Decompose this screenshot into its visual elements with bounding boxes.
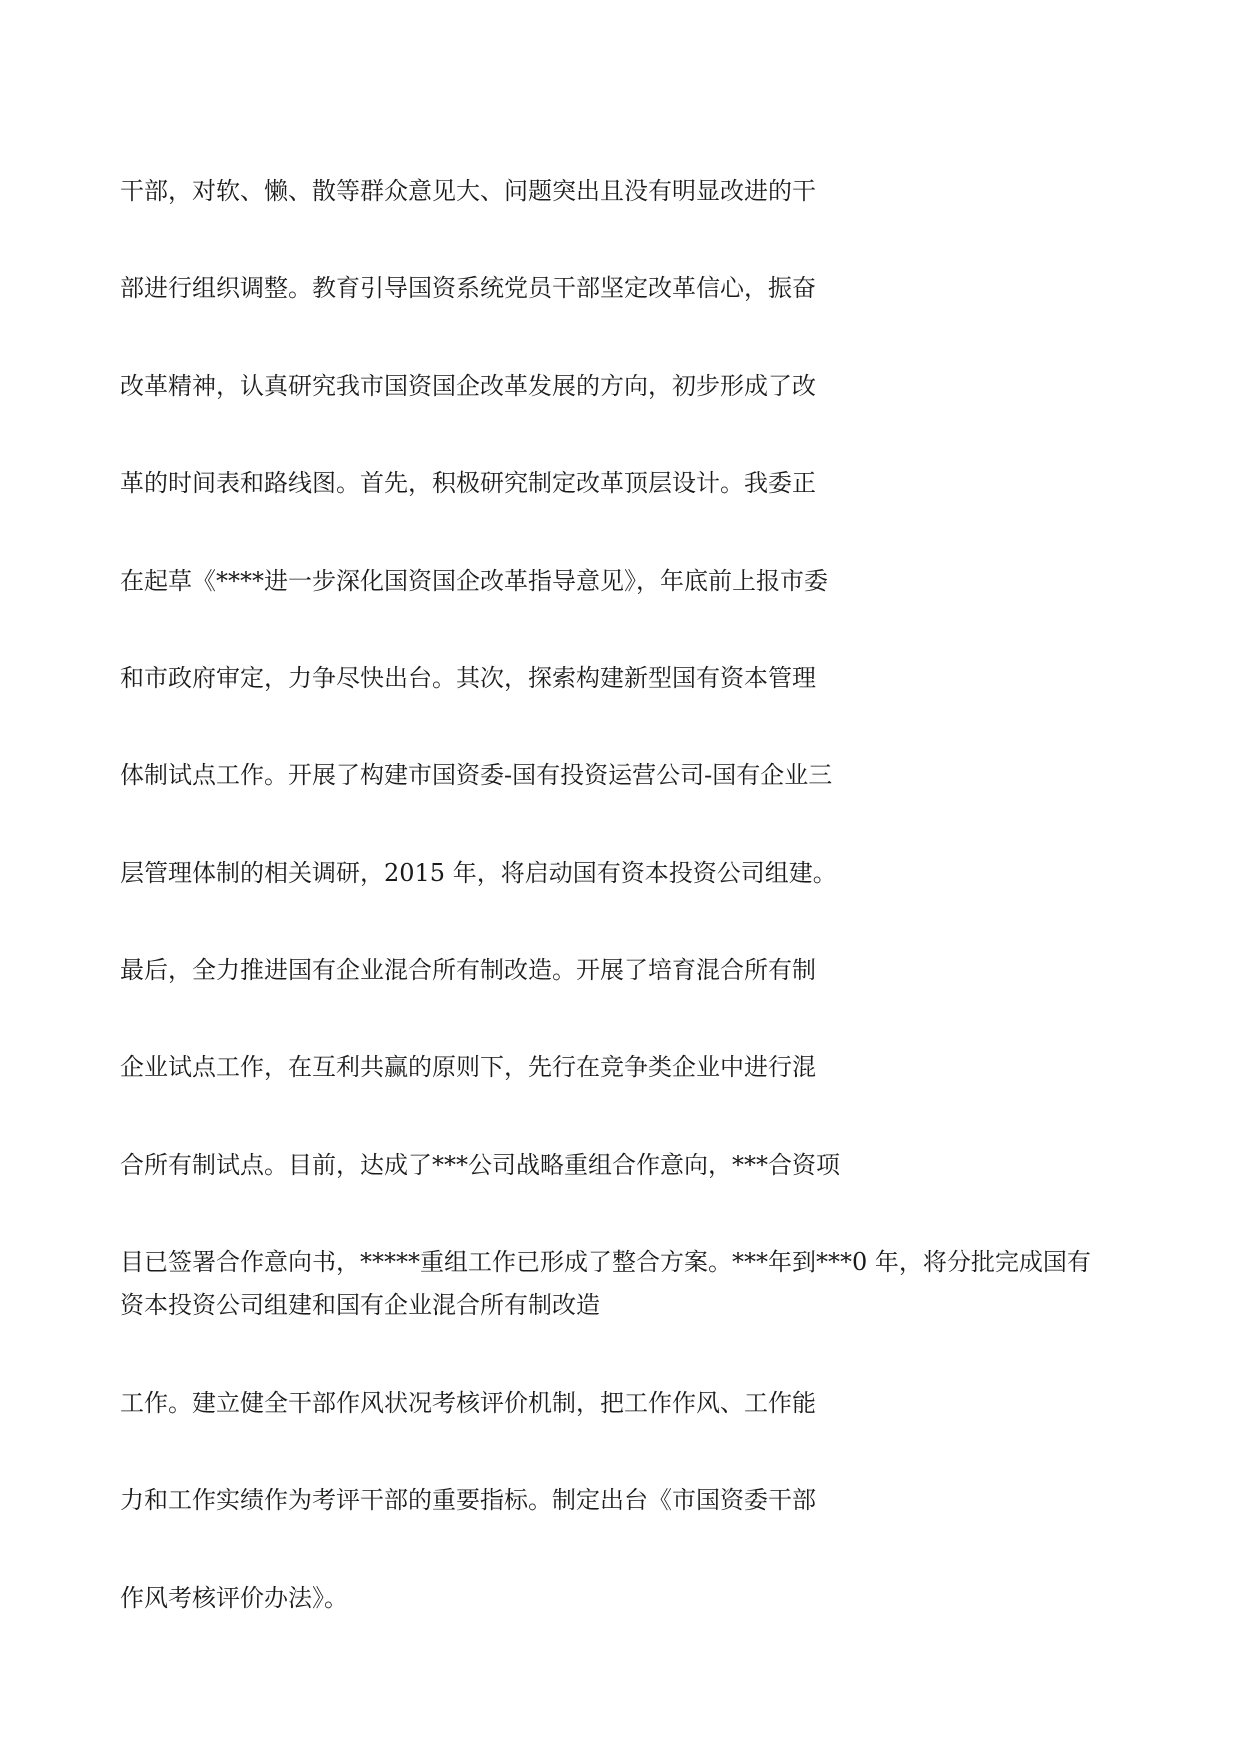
text-line: 最后，全力推进国有企业混合所有制改造。开展了培育混合所有制 (120, 956, 816, 984)
text-line: 革的时间表和路线图。首先，积极研究制定改革顶层设计。我委正 (120, 469, 816, 497)
text-line: 目已签署合作意向书，*****重组工作已形成了整合方案。***年到***0 年，将分批完成国有 (120, 1248, 1091, 1276)
text-line: 合所有制试点。目前，达成了***公司战略重组合作意向，***合资项 (120, 1151, 840, 1179)
text-line: 资本投资公司组建和国有企业混合所有制改造 (120, 1291, 600, 1319)
text-line: 干部，对软、懒、散等群众意见大、问题突出且没有明显改进的干 (120, 177, 816, 205)
text-line: 力和工作实绩作为考评干部的重要指标。制定出台《市国资委干部 (120, 1486, 816, 1514)
text-line: 体制试点工作。开展了构建市国资委-国有投资运营公司-国有企业三 (120, 761, 833, 789)
text-line: 工作。建立健全干部作风状况考核评价机制，把工作作风、工作能 (120, 1389, 816, 1417)
text-line: 企业试点工作，在互利共赢的原则下，先行在竞争类企业中进行混 (120, 1053, 816, 1081)
text-line: 层管理体制的相关调研，2015 年，将启动国有资本投资公司组建。 (120, 859, 837, 887)
text-line: 作风考核评价办法》。 (120, 1584, 348, 1612)
text-line: 部进行组织调整。教育引导国资系统党员干部坚定改革信心，振奋 (120, 274, 816, 302)
text-line: 在起草《****进一步深化国资国企改革指导意见》，年底前上报市委 (120, 567, 828, 595)
text-line: 改革精神，认真研究我市国资国企改革发展的方向，初步形成了改 (120, 372, 816, 400)
text-line: 和市政府审定，力争尽快出台。其次，探索构建新型国有资本管理 (120, 664, 816, 692)
